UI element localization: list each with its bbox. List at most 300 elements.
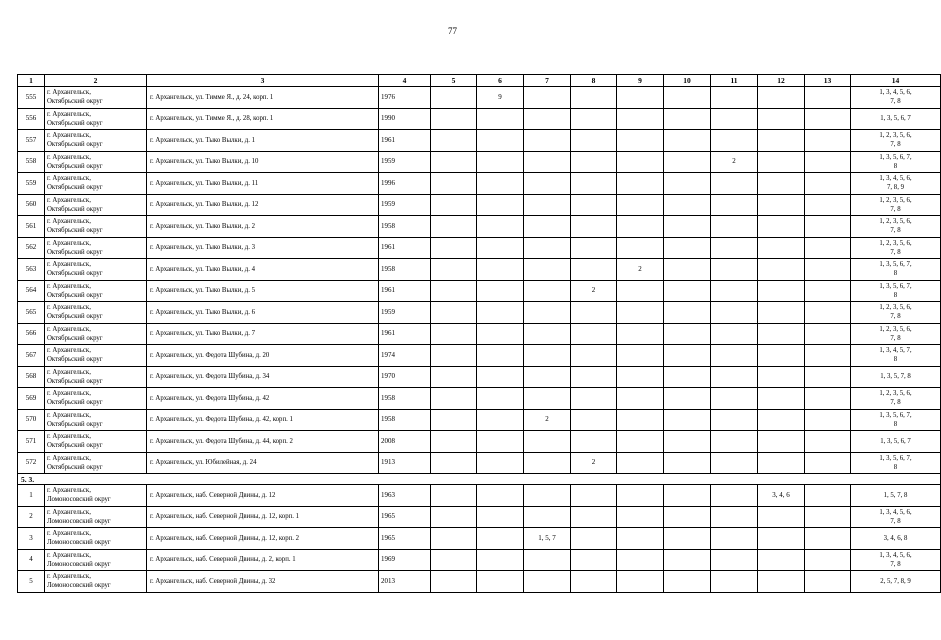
value-cell <box>664 345 711 367</box>
cell-line: 1, 3, 4, 5, 6, <box>879 551 912 559</box>
location-cell <box>45 280 147 302</box>
row-number: 2 <box>18 506 45 528</box>
value-cell <box>617 108 664 130</box>
value-cell <box>758 280 805 302</box>
cell-line: г. Архангельск, <box>47 175 91 183</box>
table-row <box>18 130 941 152</box>
cell-line: Октябрьский округ <box>47 420 103 428</box>
value-cell <box>805 216 851 238</box>
value-cell <box>571 506 617 528</box>
value-cell <box>477 388 524 410</box>
value-cell <box>571 388 617 410</box>
location-cell <box>45 194 147 216</box>
criteria-cell <box>851 302 941 324</box>
table-row <box>18 388 941 410</box>
value-cell <box>524 549 571 571</box>
value-cell <box>617 302 664 324</box>
value-cell <box>805 259 851 281</box>
cell-line: Октябрьский округ <box>47 377 103 385</box>
value-cell <box>431 302 477 324</box>
criteria-cell <box>851 366 941 388</box>
value-cell <box>758 87 805 109</box>
value-cell <box>664 388 711 410</box>
address-cell: г. Архангельск, ул. Тимме Я., д. 28, корп. 1 <box>147 108 379 130</box>
value-cell <box>524 280 571 302</box>
table-row <box>18 194 941 216</box>
value-cell <box>431 366 477 388</box>
value-cell <box>524 323 571 345</box>
value-cell <box>431 194 477 216</box>
value-cell <box>571 485 617 507</box>
criteria-cell <box>851 485 941 507</box>
cell-line: г. Архангельск, <box>47 551 91 559</box>
value-cell <box>431 151 477 173</box>
value-cell <box>758 345 805 367</box>
value-cell <box>758 409 805 431</box>
criteria-cell <box>851 388 941 410</box>
value-cell <box>477 323 524 345</box>
value-cell <box>758 237 805 259</box>
value-cell <box>758 216 805 238</box>
criteria-cell <box>851 280 941 302</box>
year-cell: 1990 <box>379 108 431 130</box>
row-number: 562 <box>18 237 45 259</box>
address-cell: г. Архангельск, ул. Федота Шубина, д. 20 <box>147 345 379 367</box>
value-cell <box>431 549 477 571</box>
value-cell <box>617 388 664 410</box>
column-header: 3 <box>147 75 379 87</box>
column-header: 14 <box>851 75 941 87</box>
value-cell <box>758 506 805 528</box>
location-cell <box>45 151 147 173</box>
value-cell <box>617 216 664 238</box>
value-cell <box>617 571 664 593</box>
cell-line: г. Архангельск, <box>47 89 91 97</box>
location-cell <box>45 259 147 281</box>
cell-line: г. Архангельск, <box>47 153 91 161</box>
value-cell <box>664 431 711 453</box>
value-cell <box>664 237 711 259</box>
cell-line: 1, 3, 4, 5, 6, <box>879 508 912 516</box>
value-cell <box>805 452 851 474</box>
criteria-cell <box>851 452 941 474</box>
value-cell <box>617 431 664 453</box>
address-cell: г. Архангельск, ул. Тыко Вылки, д. 2 <box>147 216 379 238</box>
cell-line: г. Архангельск, <box>47 304 91 312</box>
row-number: 566 <box>18 323 45 345</box>
cell-line: 1, 3, 5, 7, 8 <box>880 373 911 381</box>
cell-line: 7, 8 <box>890 205 901 213</box>
table-row <box>18 571 941 593</box>
value-cell <box>664 528 711 550</box>
cell-line: 1, 2, 3, 5, 6, <box>879 304 912 312</box>
value-cell <box>477 151 524 173</box>
value-cell <box>664 506 711 528</box>
value-cell <box>617 506 664 528</box>
row-number: 571 <box>18 431 45 453</box>
value-cell <box>617 485 664 507</box>
column-header: 10 <box>664 75 711 87</box>
table-row <box>18 485 941 507</box>
value-cell <box>571 302 617 324</box>
value-cell <box>711 194 758 216</box>
value-cell <box>805 87 851 109</box>
table-row <box>18 173 941 195</box>
value-cell <box>805 173 851 195</box>
value-cell <box>805 528 851 550</box>
value-cell <box>524 571 571 593</box>
location-cell <box>45 173 147 195</box>
housing-table <box>17 74 941 593</box>
criteria-cell <box>851 571 941 593</box>
value-cell <box>758 528 805 550</box>
table-row <box>18 431 941 453</box>
criteria-cell <box>851 345 941 367</box>
cell-line: 1, 3, 4, 5, 6, <box>879 89 912 97</box>
value-cell <box>758 452 805 474</box>
value-cell <box>664 409 711 431</box>
value-cell <box>477 571 524 593</box>
value-cell <box>711 571 758 593</box>
value-cell <box>758 108 805 130</box>
value-cell <box>758 259 805 281</box>
row-number: 570 <box>18 409 45 431</box>
value-cell <box>477 302 524 324</box>
value-cell <box>805 108 851 130</box>
location-cell <box>45 409 147 431</box>
value-cell <box>805 366 851 388</box>
cell-line: Октябрьский округ <box>47 356 103 364</box>
column-header: 7 <box>524 75 571 87</box>
value-cell <box>431 571 477 593</box>
value-cell <box>664 485 711 507</box>
year-cell: 2013 <box>379 571 431 593</box>
cell-line: 7, 8, 9 <box>887 184 904 192</box>
cell-line: Октябрьский округ <box>47 141 103 149</box>
value-cell <box>664 323 711 345</box>
cell-line: г. Архангельск, <box>47 196 91 204</box>
row-number: 3 <box>18 528 45 550</box>
table-row <box>18 108 941 130</box>
table-row <box>18 87 941 109</box>
value-cell <box>571 151 617 173</box>
address-cell: г. Архангельск, ул. Федота Шубина, д. 34 <box>147 366 379 388</box>
year-cell: 1970 <box>379 366 431 388</box>
year-cell: 1961 <box>379 323 431 345</box>
criteria-cell <box>851 409 941 431</box>
cell-line: 1, 2, 3, 5, 6, <box>879 239 912 247</box>
location-cell <box>45 108 147 130</box>
value-cell <box>805 388 851 410</box>
value-cell <box>524 388 571 410</box>
value-cell <box>431 108 477 130</box>
value-cell <box>524 108 571 130</box>
value-cell <box>524 151 571 173</box>
value-cell <box>617 323 664 345</box>
row-number: 561 <box>18 216 45 238</box>
value-cell <box>711 366 758 388</box>
value-cell <box>571 87 617 109</box>
year-cell: 1976 <box>379 87 431 109</box>
cell-line: 7, 8 <box>890 313 901 321</box>
cell-line: г. Архангельск, <box>47 132 91 140</box>
year-cell: 1959 <box>379 151 431 173</box>
value-cell <box>758 571 805 593</box>
location-cell <box>45 485 147 507</box>
column-header: 13 <box>805 75 851 87</box>
criteria-cell <box>851 173 941 195</box>
cell-line: 7, 8 <box>890 517 901 525</box>
cell-line: г. Архангельск, <box>47 508 91 516</box>
year-cell: 1959 <box>379 302 431 324</box>
cell-line: Октябрьский округ <box>47 205 103 213</box>
value-cell <box>805 151 851 173</box>
location-cell <box>45 431 147 453</box>
year-cell: 1996 <box>379 173 431 195</box>
address-cell: г. Архангельск, ул. Тыко Вылки, д. 1 <box>147 130 379 152</box>
value-cell <box>617 345 664 367</box>
value-cell <box>711 506 758 528</box>
value-cell: 2 <box>571 280 617 302</box>
value-cell <box>711 409 758 431</box>
location-cell <box>45 345 147 367</box>
cell-line: Октябрьский округ <box>47 334 103 342</box>
value-cell <box>571 173 617 195</box>
value-cell <box>477 216 524 238</box>
value-cell <box>477 108 524 130</box>
row-number: 567 <box>18 345 45 367</box>
criteria-cell <box>851 259 941 281</box>
address-cell: г. Архангельск, ул. Юбилейная, д. 24 <box>147 452 379 474</box>
address-cell: г. Архангельск, ул. Тимме Я., д. 24, корп. 1 <box>147 87 379 109</box>
row-number: 559 <box>18 173 45 195</box>
location-cell <box>45 87 147 109</box>
location-cell <box>45 549 147 571</box>
cell-line: Октябрьский округ <box>47 184 103 192</box>
value-cell <box>664 173 711 195</box>
cell-line: 1, 3, 5, 6, 7 <box>880 115 911 123</box>
row-number: 564 <box>18 280 45 302</box>
address-cell: г. Архангельск, наб. Северной Двины, д. 32 <box>147 571 379 593</box>
row-number: 558 <box>18 151 45 173</box>
cell-line: 1, 3, 5, 6, 7, <box>879 411 912 419</box>
row-number: 556 <box>18 108 45 130</box>
cell-line: 8 <box>893 463 898 471</box>
location-cell <box>45 388 147 410</box>
value-cell <box>758 431 805 453</box>
address-cell: г. Архангельск, ул. Тыко Вылки, д. 6 <box>147 302 379 324</box>
value-cell <box>711 345 758 367</box>
cell-line: Октябрьский округ <box>47 119 103 127</box>
value-cell <box>524 345 571 367</box>
value-cell <box>617 528 664 550</box>
column-header: 9 <box>617 75 664 87</box>
cell-line: Октябрьский округ <box>47 248 103 256</box>
column-header: 4 <box>379 75 431 87</box>
value-cell <box>711 528 758 550</box>
table-row <box>18 259 941 281</box>
cell-line: Октябрьский округ <box>47 270 103 278</box>
cell-line: г. Архангельск, <box>47 487 91 495</box>
value-cell <box>571 130 617 152</box>
cell-line: 1, 5, 7, 8 <box>883 491 908 499</box>
value-cell <box>758 302 805 324</box>
cell-line: Октябрьский округ <box>47 98 103 106</box>
value-cell <box>664 87 711 109</box>
value-cell <box>571 409 617 431</box>
column-header: 11 <box>711 75 758 87</box>
location-cell <box>45 366 147 388</box>
value-cell <box>664 130 711 152</box>
cell-line: 1, 3, 5, 6, 7, <box>879 153 912 161</box>
value-cell <box>617 366 664 388</box>
year-cell: 1963 <box>379 485 431 507</box>
cell-line: 7, 8 <box>890 334 901 342</box>
value-cell <box>617 194 664 216</box>
value-cell <box>711 452 758 474</box>
value-cell <box>524 130 571 152</box>
row-number: 557 <box>18 130 45 152</box>
year-cell: 1958 <box>379 259 431 281</box>
value-cell <box>805 323 851 345</box>
cell-line: г. Архангельск, <box>47 325 91 333</box>
address-cell: г. Архангельск, ул. Федота Шубина, д. 42 <box>147 388 379 410</box>
value-cell <box>664 194 711 216</box>
cell-line: Октябрьский округ <box>47 442 103 450</box>
value-cell <box>477 237 524 259</box>
table-row <box>18 506 941 528</box>
table-row <box>18 216 941 238</box>
cell-line: 1, 3, 5, 6, 7, <box>879 282 912 290</box>
value-cell <box>477 485 524 507</box>
address-cell: г. Архангельск, ул. Тыко Вылки, д. 10 <box>147 151 379 173</box>
value-cell <box>477 366 524 388</box>
value-cell <box>477 549 524 571</box>
value-cell <box>711 388 758 410</box>
table-row <box>18 280 941 302</box>
value-cell <box>431 345 477 367</box>
row-number: 555 <box>18 87 45 109</box>
cell-line: г. Архангельск, <box>47 411 91 419</box>
value-cell <box>571 528 617 550</box>
value-cell <box>664 452 711 474</box>
value-cell <box>431 431 477 453</box>
value-cell <box>477 259 524 281</box>
value-cell <box>571 216 617 238</box>
cell-line: 1, 2, 3, 5, 6, <box>879 325 912 333</box>
year-cell: 1958 <box>379 388 431 410</box>
year-cell: 2008 <box>379 431 431 453</box>
criteria-cell <box>851 87 941 109</box>
table-row <box>18 549 941 571</box>
column-header: 12 <box>758 75 805 87</box>
value-cell <box>431 528 477 550</box>
row-number: 568 <box>18 366 45 388</box>
value-cell <box>711 237 758 259</box>
year-cell: 1965 <box>379 528 431 550</box>
cell-line: 1, 3, 5, 6, 7 <box>880 437 911 445</box>
location-cell <box>45 571 147 593</box>
value-cell <box>711 302 758 324</box>
criteria-cell <box>851 194 941 216</box>
value-cell <box>758 549 805 571</box>
value-cell <box>617 237 664 259</box>
value-cell <box>805 431 851 453</box>
cell-line: 8 <box>893 356 898 364</box>
section-row <box>18 474 941 485</box>
value-cell <box>431 506 477 528</box>
row-number: 563 <box>18 259 45 281</box>
cell-line: 1, 2, 3, 5, 6, <box>879 196 912 204</box>
year-cell: 1961 <box>379 237 431 259</box>
cell-line: 7, 8 <box>890 560 901 568</box>
value-cell <box>571 323 617 345</box>
cell-line: 1, 3, 4, 5, 7, <box>879 347 912 355</box>
criteria-cell <box>851 151 941 173</box>
value-cell <box>571 366 617 388</box>
criteria-cell <box>851 431 941 453</box>
cell-line: г. Архангельск, <box>47 110 91 118</box>
row-number: 1 <box>18 485 45 507</box>
section-label: 5. 3. <box>18 474 941 485</box>
value-cell <box>711 323 758 345</box>
value-cell <box>805 280 851 302</box>
address-cell: г. Архангельск, ул. Тыко Вылки, д. 12 <box>147 194 379 216</box>
value-cell <box>431 237 477 259</box>
value-cell <box>805 571 851 593</box>
value-cell <box>711 259 758 281</box>
cell-line: г. Архангельск, <box>47 347 91 355</box>
location-cell <box>45 237 147 259</box>
address-cell: г. Архангельск, наб. Северной Двины, д. 2, корп. 1 <box>147 549 379 571</box>
value-cell <box>664 571 711 593</box>
value-cell <box>571 571 617 593</box>
table-row <box>18 302 941 324</box>
cell-line: Октябрьский округ <box>47 463 103 471</box>
table-row <box>18 452 941 474</box>
value-cell <box>431 323 477 345</box>
value-cell <box>477 173 524 195</box>
value-cell: 9 <box>477 87 524 109</box>
address-cell: г. Архангельск, ул. Федота Шубина, д. 42, корп. 1 <box>147 409 379 431</box>
cell-line: г. Архангельск, <box>47 239 91 247</box>
address-cell: г. Архангельск, ул. Тыко Вылки, д. 4 <box>147 259 379 281</box>
cell-line: 7, 8 <box>890 98 901 106</box>
location-cell <box>45 216 147 238</box>
value-cell <box>617 130 664 152</box>
address-cell: г. Архангельск, ул. Тыко Вылки, д. 5 <box>147 280 379 302</box>
value-cell <box>664 216 711 238</box>
location-cell <box>45 130 147 152</box>
table-row <box>18 409 941 431</box>
column-header: 5 <box>431 75 477 87</box>
value-cell <box>431 173 477 195</box>
value-cell <box>758 173 805 195</box>
cell-line: г. Архангельск, <box>47 218 91 226</box>
location-cell <box>45 452 147 474</box>
table-row <box>18 151 941 173</box>
row-number: 5 <box>18 571 45 593</box>
cell-line: 1, 2, 3, 5, 6, <box>879 132 912 140</box>
value-cell <box>524 302 571 324</box>
location-cell <box>45 323 147 345</box>
value-cell <box>617 280 664 302</box>
value-cell <box>805 302 851 324</box>
value-cell <box>431 388 477 410</box>
value-cell: 1, 5, 7 <box>524 528 571 550</box>
table-row <box>18 237 941 259</box>
value-cell <box>571 431 617 453</box>
